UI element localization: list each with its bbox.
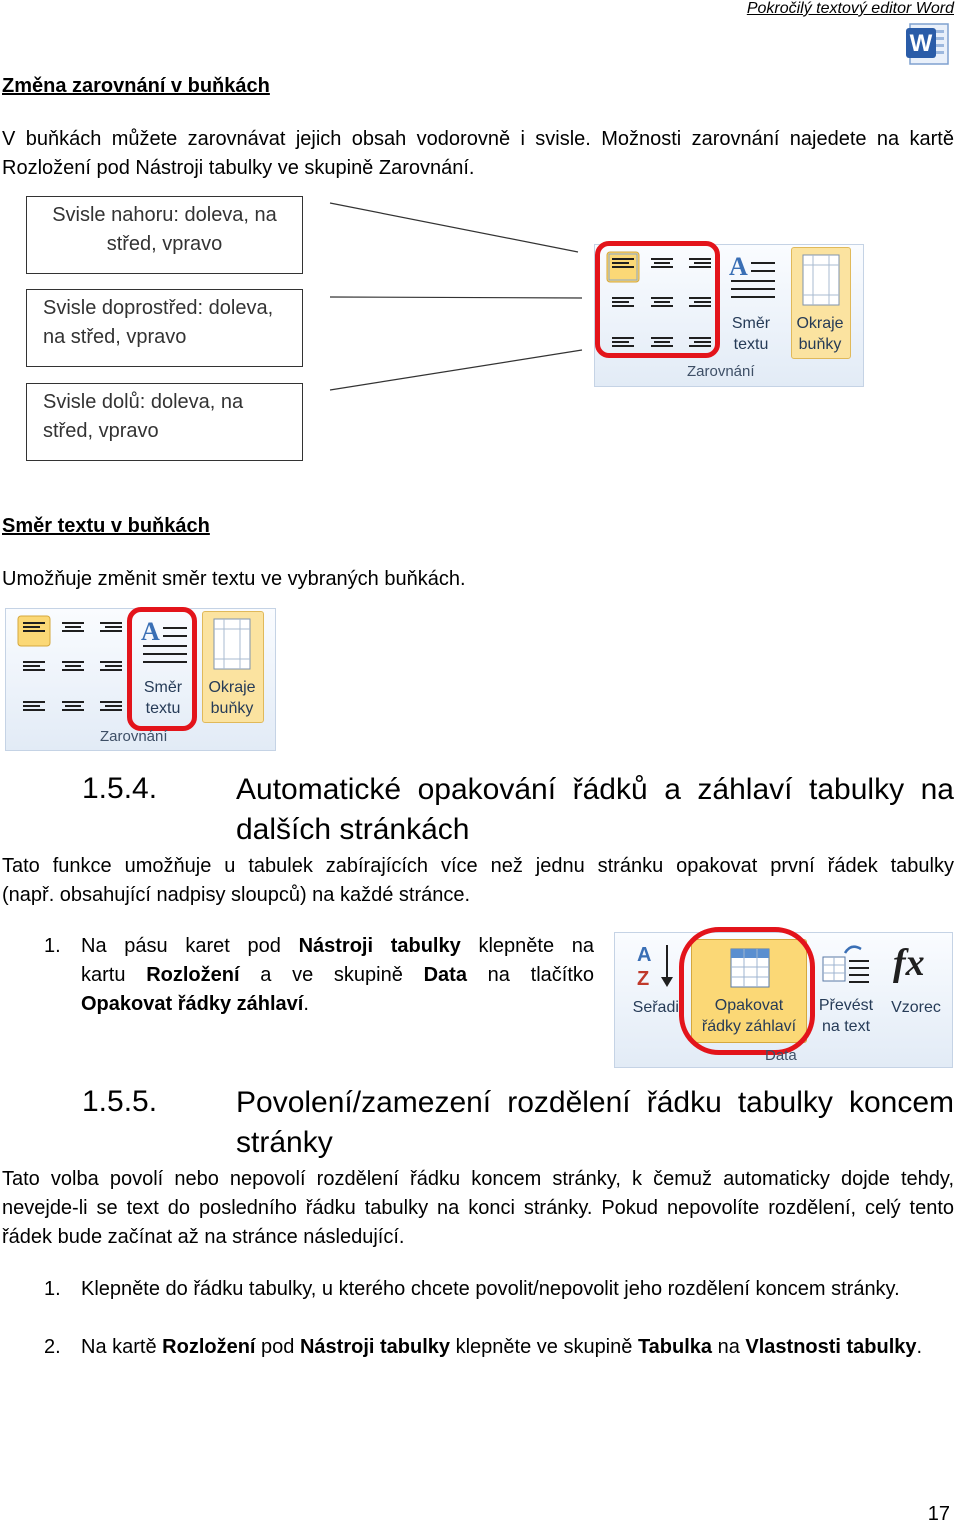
paragraph-155: Tato volba povolí nebo nepovolí rozdělení řádku koncem stránky, k čemuž automaticky dojde tehdy, nevejde-li se text do posledního řádku tabulky na konci stránky. Pokud nepovolíte rozdělení, celý tento řádek bude začínat až na stránce následující. [2,1168,954,1248]
word-logo-icon [904,20,952,68]
svg-text:A: A [141,617,160,646]
section-number-154: 1.5.4. [82,772,158,805]
cell-margins-icon-small [212,617,252,671]
svg-text:A: A [729,252,748,281]
section-title-155: Povolení/zamezení rozdělení řádku tabulky koncem stránky [236,1086,954,1159]
text-direction-highlight [127,607,197,731]
formula-icon: fx [893,942,925,984]
svg-text:W: W [909,30,933,57]
convert-to-text-label: Převést na text [818,997,874,1035]
direction-ribbon-image [5,608,276,751]
step-text-154: Na pásu karet pod Nástroji tabulky klepněte na kartu Rozložení a ve skupině Data na tlačítko Opakovat řádky záhlaví. [81,935,595,1015]
direction-paragraph: Umožňuje změnit směr textu ve vybraných buňkách. [2,568,466,590]
formula-label: Vzorec [891,999,941,1016]
convert-to-text-icon [821,941,871,991]
svg-text:Z: Z [637,968,650,990]
section-heading-alignment: Změna zarovnání v buňkách [2,75,270,97]
alignment-grid-icon-small [16,614,128,718]
step-155-1-text: Klepněte do řádku tabulky, u kterého chcete povolit/nepovolit jeho rozdělení koncem stránky. [81,1278,900,1300]
sort-icon [635,939,677,991]
section-number-155: 1.5.5. [82,1085,158,1118]
group-label-zarovnani: Zarovnání [687,363,755,380]
callout-top: Svisle nahoru: doleva, na střed, vpravo [26,196,303,274]
header-title: Pokročilý textový editor Word [746,0,954,17]
step-155-2-number: 2. [44,1336,61,1358]
step-155-2-text: Na kartě Rozložení pod Nástroji tabulky klepněte ve skupině Tabulka na Vlastnosti tabulky. [81,1336,923,1358]
alignment-grid-highlight [595,241,720,358]
callout-middle: Svisle doprostřed: doleva, na střed, vpravo [26,289,303,367]
repeat-header-highlight [679,927,815,1055]
alignment-paragraph: V buňkách můžete zarovnávat jejich obsah vodorovně i svisle. Možnosti zarovnání najedete na kartě Rozložení pod Nástroji tabulky ve skupině Zarovnání. [2,128,954,179]
svg-text:A: A [637,944,652,966]
cell-margins-label: Okraje buňky [796,315,844,353]
callout-connector-lines [300,195,600,395]
text-direction-label-small: Směr textu [143,679,183,717]
text-direction-icon [727,251,779,301]
section-heading-direction: Směr textu v buňkách [2,515,210,537]
text-direction-label: Směr textu [731,315,771,353]
sort-label: Seřadit [632,999,684,1016]
data-ribbon-image [614,932,953,1068]
group-label-data: Data [765,1047,797,1064]
alignment-ribbon-image [594,244,864,387]
cell-margins-icon [801,253,841,307]
section-title-154: Automatické opakování řádků a záhlaví tabulky na dalších stránkách [236,773,954,846]
group-label-zarovnani-small: Zarovnání [100,728,168,745]
page-number: 17 [927,1503,950,1525]
paragraph-154: Tato funkce umožňuje u tabulek zabírajících více než jednu stránku opakovat první řádek tabulky (např. obsahující nadpisy sloupců) na každé stránce. [2,855,954,906]
repeat-header-label: Opakovat řádky záhlaví [701,997,797,1035]
callout-bottom: Svisle dolů: doleva, na střed, vpravo [26,383,303,461]
step-155-1-number: 1. [44,1278,61,1300]
step-number-154: 1. [44,935,61,957]
cell-margins-label-small: Okraje buňky [208,679,256,717]
